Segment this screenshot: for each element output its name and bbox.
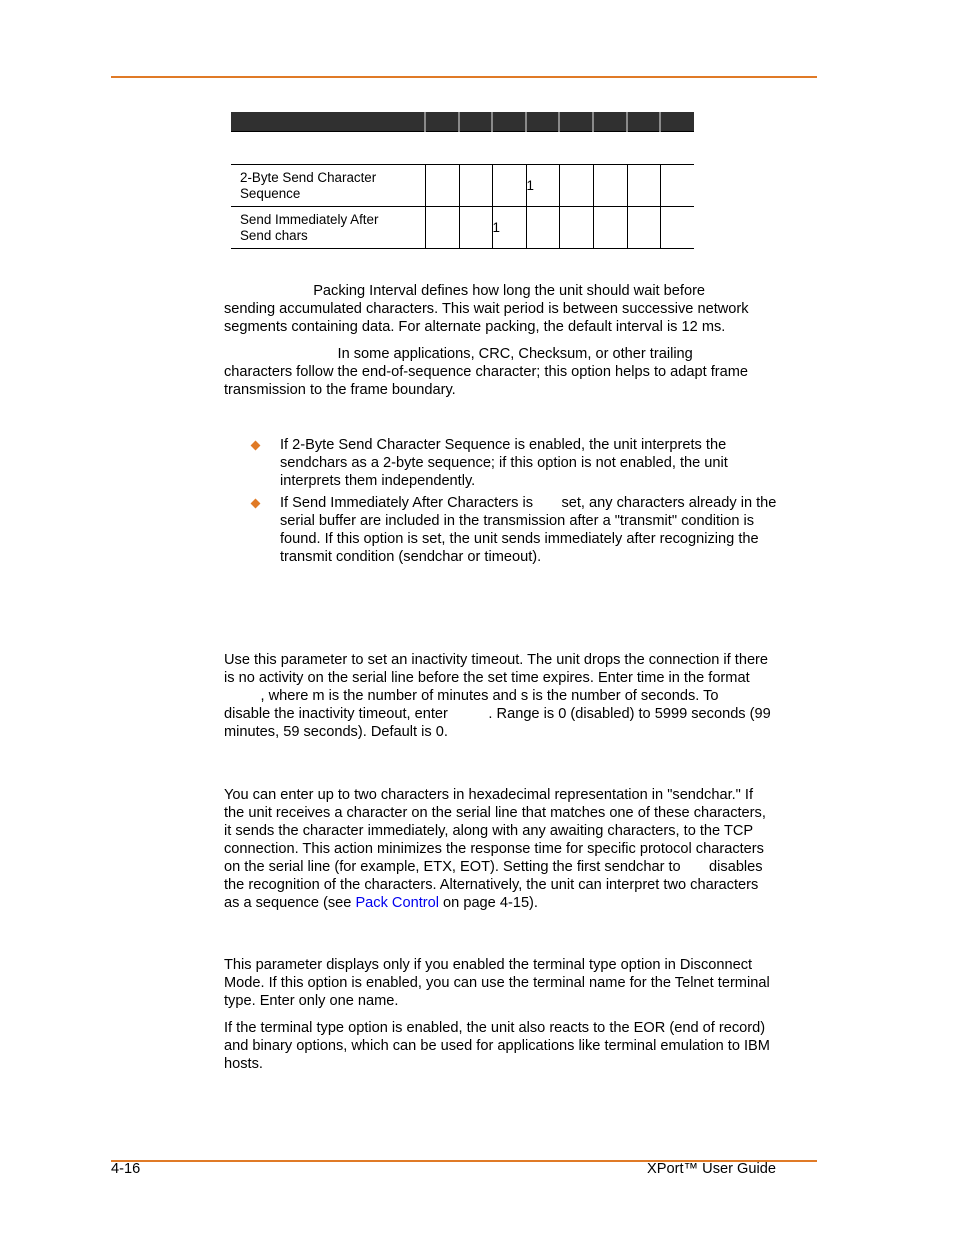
table-cell: [593, 207, 627, 249]
bullet-icon: [252, 495, 262, 507]
table-cell: [660, 165, 694, 207]
page-number: 4-16: [111, 1161, 141, 1177]
table-cell: [526, 207, 559, 249]
table-cell: 1: [526, 165, 559, 207]
table-cell: [425, 165, 459, 207]
sendchar-last-suffix: on page 4-15).: [438, 895, 538, 911]
table-cell: [660, 207, 694, 249]
pack-control-link[interactable]: Pack Control: [355, 895, 439, 911]
sendchar-paragraph: You can enter up to two characters in hexadecimal representation in "sendchar." If the unit receives a character on the serial line that matches one of these characters, it sends the character immediately, along with any awaiting characters, to the TCP connection. This action minimizes the response time for specific protocol characters on the serial line (for example, ETX, EOT). Setting the first sendchar to disables the recognition of the characters. Alternatively, the unit can interpret two characters as a sequence (see Pack Control on page 4-15).: [224, 787, 766, 911]
terminal-type-paragraph: If the terminal type option is enabled, the unit also reacts to the EOR (end of record) and binary options, which can be used for applications like terminal emulation to IBM hosts.: [224, 1020, 770, 1072]
table-cell: [492, 165, 526, 207]
table-subheader-row: [231, 132, 694, 165]
row-label: 2-Byte Send Character Sequence: [231, 165, 425, 207]
table-cell: [627, 207, 660, 249]
table-cell: [593, 165, 627, 207]
table-cell: [627, 165, 660, 207]
bullet-icon: [252, 437, 262, 449]
inactivity-timeout-paragraph: Use this parameter to set an inactivity timeout. The unit drops the connection if there is no activity on the serial line before the set time expires. Enter time in the format , where m is the number of minutes and s is the number of seconds. To disable the inactivity timeout, enter . Range is 0 (disabled) to 5999 seconds (99 minutes, 59 seconds). Default is 0.: [224, 652, 771, 740]
terminal-name-paragraph: This parameter displays only if you enabled the terminal type option in Disconnect Mode. If this option is enabled, you can use the terminal name for the Telnet terminal type. Enter only one name.: [224, 957, 770, 1009]
table-row: [231, 207, 694, 249]
document-title: XPort™ User Guide: [647, 1161, 776, 1177]
pack-control-table: [231, 112, 694, 249]
header-rule: [111, 76, 817, 78]
row-label: Send Immediately After Send chars: [231, 207, 425, 249]
packing-interval-paragraph: Packing Interval defines how long the unit should wait before sending accumulated characters. This wait period is between successive network segments containing data. For alternate packing, the default interval is 12 ms.: [224, 283, 749, 335]
bullet-two-byte-sequence: If 2-Byte Send Character Sequence is enabled, the unit interprets the sendchars as a 2-byte sequence; if this option is not enabled, the unit interprets them independently.: [280, 437, 728, 489]
table-cell: [559, 207, 593, 249]
table-cell: [459, 207, 492, 249]
bullet-send-immediately: If Send Immediately After Characters is set, any characters already in the serial buffer are included in the transmission after a "transmit" condition is found. If this option is set, the unit sends immediately after recognizing the transmit condition (sendchar or timeout).: [280, 495, 777, 565]
table-cell: [459, 165, 492, 207]
table-cell: [425, 207, 459, 249]
sendchar-last-prefix: as a sequence (see: [224, 895, 356, 911]
table-cell: [559, 165, 593, 207]
table-cell: 1: [492, 207, 526, 249]
trailing-characters-paragraph: In some applications, CRC, Checksum, or other trailing characters follow the end-of-sequence character; this option helps to adapt frame transmission to the frame boundary.: [224, 346, 749, 398]
table-header-row: [231, 112, 694, 132]
table-row: [231, 165, 694, 207]
